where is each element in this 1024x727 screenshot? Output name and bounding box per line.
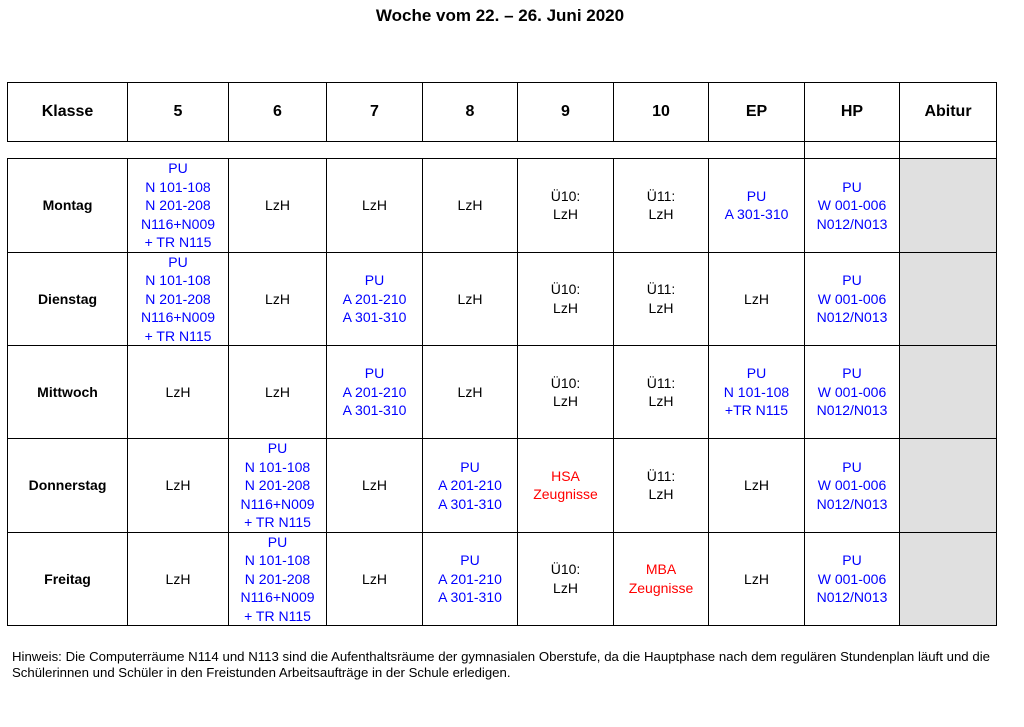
table-cell [518, 346, 614, 439]
table-cell [229, 252, 327, 346]
cell-line: Ü11: [646, 187, 676, 204]
spacer-row [8, 142, 997, 159]
cell-line: N116+N009 [140, 309, 216, 325]
table-cell [327, 346, 423, 439]
table-cell [614, 346, 709, 439]
column-header-hp: HP [805, 83, 900, 142]
table-cell [128, 346, 229, 439]
table-cell [805, 159, 900, 253]
cell-line: PU [842, 365, 862, 382]
day-label: Mittwoch [8, 346, 128, 439]
cell-line: N 101-108 [145, 272, 211, 288]
cell-line: Ü10: [550, 374, 581, 391]
cell-line: PU [842, 458, 862, 475]
header-row [8, 83, 997, 142]
table-cell [327, 252, 423, 346]
table-cell [327, 159, 423, 253]
table-cell [805, 346, 900, 439]
cell-line: A 201-210 [342, 290, 407, 307]
cell-line: LzH [265, 197, 290, 213]
cell-line: PU [168, 160, 188, 176]
table-row [8, 346, 997, 439]
cell-line: W 001-006 [817, 477, 887, 493]
column-header-6: 6 [229, 83, 327, 142]
cell-line: N 101-108 [244, 552, 311, 568]
table-cell [518, 252, 614, 346]
cell-line: LzH [265, 290, 290, 307]
table-cell [518, 439, 614, 533]
cell-line: W 001-006 [817, 290, 887, 307]
cell-line: + TR N115 [144, 234, 212, 250]
table-row [8, 532, 997, 626]
cell-line: LzH [165, 477, 191, 493]
table-cell [900, 439, 997, 533]
cell-line: N012/N013 [816, 309, 888, 325]
column-header-klasse: Klasse [8, 83, 128, 142]
cell-line: PU [746, 365, 767, 382]
column-header-abitur: Abitur [900, 83, 997, 142]
cell-line: W 001-006 [817, 197, 887, 213]
cell-line: LzH [648, 486, 674, 503]
cell-line: PU [842, 552, 862, 568]
column-header-7: 7 [327, 83, 423, 142]
table-cell [518, 159, 614, 253]
cell-line: LzH [744, 570, 769, 587]
table-cell [614, 252, 709, 346]
cell-line: N012/N013 [816, 402, 888, 419]
cell-line: Zeugnisse [533, 486, 598, 503]
table-cell [423, 252, 518, 346]
table-cell [128, 252, 229, 346]
table-cell [128, 439, 229, 533]
column-header-10: 10 [614, 83, 709, 142]
cell-line: LzH [457, 197, 483, 213]
cell-line: PU [364, 365, 385, 382]
table-cell [900, 159, 997, 253]
cell-line: LzH [553, 299, 578, 316]
cell-line: LzH [744, 290, 769, 307]
cell-line: Ü10: [550, 187, 581, 204]
table-cell [900, 252, 997, 346]
table-cell [709, 346, 805, 439]
column-header-5: 5 [128, 83, 229, 142]
column-header-9: 9 [518, 83, 614, 142]
cell-line: + TR N115 [244, 514, 311, 530]
table-cell [709, 439, 805, 533]
table-cell [709, 532, 805, 626]
column-header-8: 8 [423, 83, 518, 142]
cell-line: Zeugnisse [628, 579, 694, 596]
table-cell [805, 252, 900, 346]
day-label: Dienstag [8, 252, 128, 346]
cell-line: PU [460, 458, 480, 475]
table-cell [423, 159, 518, 253]
cell-line: LzH [362, 570, 387, 587]
day-label: Freitag [8, 532, 128, 626]
cell-line: A 201-210 [342, 383, 407, 400]
table-row [8, 252, 997, 346]
table-cell [327, 439, 423, 533]
table-cell [229, 439, 327, 533]
cell-line: LzH [648, 393, 674, 409]
cell-line: Ü10: [550, 281, 581, 298]
cell-line: A 301-310 [438, 495, 502, 512]
table-cell [805, 439, 900, 533]
cell-line: Ü10: [550, 561, 581, 578]
cell-line: N116+N009 [140, 215, 216, 232]
table-cell [128, 159, 229, 253]
page-title: Woche vom 22. – 26. Juni 2020 [375, 6, 625, 25]
table-cell [423, 439, 518, 533]
table-cell [128, 532, 229, 626]
cell-line: N012/N013 [816, 495, 888, 512]
timetable [7, 82, 997, 626]
cell-line: N 101-108 [145, 178, 211, 195]
table-cell [518, 532, 614, 626]
table-cell [614, 532, 709, 626]
hint-note: Hinweis: Die Computerräume N114 und N113 sind die Aufenthaltsräume der gymnasialen Oberstufe, da die Hauptphase nach dem regulären Stundenplan läuft und die Schülerinnen und Schüler in den Freistunden Arbeitsaufträge in der Schule erledigen. [12, 649, 990, 680]
day-label: Montag [8, 159, 128, 253]
cell-line: LzH [648, 299, 674, 316]
cell-line: LzH [648, 206, 674, 223]
cell-line: N012/N013 [816, 215, 888, 232]
cell-line: W 001-006 [817, 383, 887, 400]
cell-line: LzH [457, 383, 483, 400]
day-label: Donnerstag [8, 439, 128, 533]
table-cell [709, 252, 805, 346]
cell-line: LzH [553, 206, 578, 223]
cell-line: A 301-310 [342, 402, 407, 419]
cell-line: LzH [553, 393, 578, 409]
table-row [8, 159, 997, 253]
table-cell [229, 532, 327, 626]
cell-line: N 201-208 [244, 477, 311, 493]
table-cell [614, 439, 709, 533]
cell-line: PU [168, 253, 188, 270]
cell-line: HSA [551, 467, 580, 484]
cell-line: W 001-006 [817, 570, 887, 587]
cell-line: PU [267, 533, 288, 550]
cell-line: Ü11: [646, 467, 676, 484]
cell-line: A 201-210 [438, 570, 502, 587]
cell-line: Ü11: [646, 374, 676, 391]
column-header-ep: EP [709, 83, 805, 142]
cell-line: N012/N013 [816, 589, 888, 605]
cell-line: N 201-208 [145, 290, 211, 307]
table-cell [229, 159, 327, 253]
cell-line: LzH [362, 477, 387, 493]
table-cell [229, 346, 327, 439]
cell-line: PU [842, 178, 862, 195]
cell-line: A 301-310 [342, 309, 407, 325]
table-cell [614, 159, 709, 253]
cell-line: LzH [165, 383, 191, 400]
cell-line: N 101-108 [244, 458, 311, 475]
cell-line: N 201-208 [145, 197, 211, 213]
table-cell [709, 159, 805, 253]
cell-line: PU [842, 272, 862, 288]
cell-line: + TR N115 [144, 327, 212, 344]
table-row [8, 439, 997, 533]
cell-line: +TR N115 [724, 402, 789, 419]
table-cell [327, 532, 423, 626]
cell-line: A 301-310 [724, 206, 789, 223]
cell-line: LzH [362, 197, 387, 213]
cell-line: PU [267, 440, 288, 456]
cell-line: PU [460, 552, 480, 568]
cell-line: N 201-208 [244, 570, 311, 587]
cell-line: PU [364, 272, 385, 288]
table-cell [423, 346, 518, 439]
cell-line: N116+N009 [240, 589, 315, 605]
cell-line: LzH [553, 579, 578, 596]
cell-line: + TR N115 [244, 607, 311, 624]
table-cell [423, 532, 518, 626]
table-cell [805, 532, 900, 626]
cell-line: MBA [645, 561, 677, 578]
cell-line: LzH [744, 477, 769, 493]
cell-line: LzH [165, 570, 191, 587]
cell-line: N 101-108 [723, 383, 790, 400]
cell-line: LzH [457, 290, 483, 307]
cell-line: Ü11: [646, 281, 676, 298]
table-cell [900, 346, 997, 439]
cell-line: A 201-210 [438, 477, 502, 493]
cell-line: LzH [265, 383, 290, 400]
cell-line: A 301-310 [438, 589, 502, 605]
cell-line: PU [746, 187, 767, 204]
cell-line: N116+N009 [240, 495, 315, 512]
table-cell [900, 532, 997, 626]
